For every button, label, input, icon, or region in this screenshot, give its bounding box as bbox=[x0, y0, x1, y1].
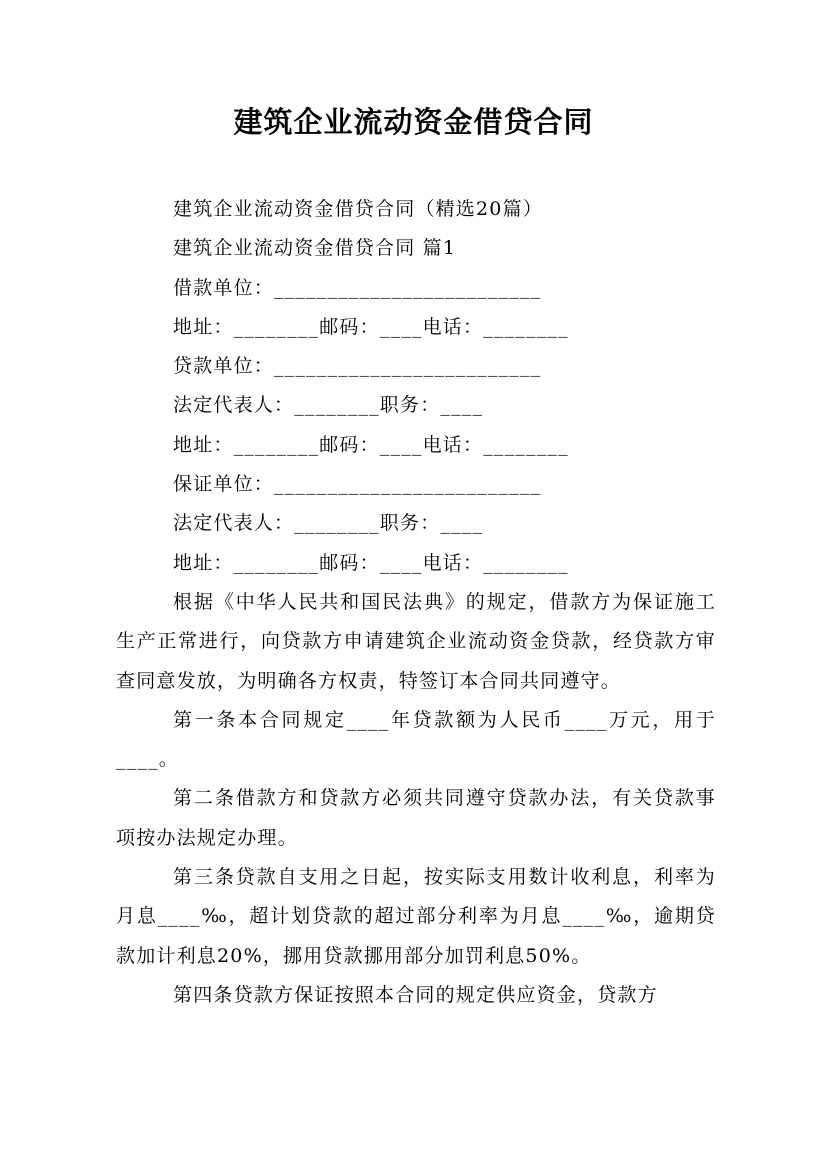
field-lender-unit: 贷款单位：_________________________ bbox=[173, 355, 542, 378]
document-title: 建筑企业流动资金借贷合同 bbox=[233, 105, 594, 139]
field-lender-representative: 法定代表人：________职务：____ bbox=[173, 394, 484, 417]
section-heading: 建筑企业流动资金借贷合同 篇1 bbox=[173, 237, 457, 260]
paragraph-article-4: 第四条贷款方保证按照本合同的规定供应资金，贷款方 bbox=[173, 983, 658, 1006]
paragraph-article-2: 第二条借款方和贷款方必须共同遵守贷款办法，有关贷款事项按办法规定办理。 bbox=[116, 787, 716, 849]
field-guarantor-representative: 法定代表人：________职务：____ bbox=[173, 512, 484, 535]
field-guarantor-address: 地址：________邮码：____电话：________ bbox=[173, 551, 569, 574]
field-lender-address: 地址：________邮码：____电话：________ bbox=[173, 433, 569, 456]
field-borrower-unit: 借款单位：_________________________ bbox=[173, 276, 542, 299]
paragraph-article-3: 第三条贷款自支用之日起，按实际支用数计收利息，利率为月息____‰，超计划贷款的超过部分利率为月息____‰，逾期贷款加计利息20%，挪用贷款挪用部分加罚利息50%。 bbox=[116, 866, 716, 967]
field-borrower-address: 地址：________邮码：____电话：________ bbox=[173, 315, 569, 338]
document-subtitle: 建筑企业流动资金借贷合同（精选20篇） bbox=[173, 198, 543, 220]
paragraph-preamble: 根据《中华人民共和国民法典》的规定，借款方为保证施工生产正常进行，向贷款方申请建筑企业流动资金贷款，经贷款方审查同意发放，为明确各方权责，特签订本合同共同遵守。 bbox=[116, 590, 716, 692]
field-guarantor-unit: 保证单位：_________________________ bbox=[173, 473, 542, 496]
paragraph-article-1: 第一条本合同规定____年贷款额为人民币____万元，用于____。 bbox=[116, 708, 716, 771]
document-body bbox=[116, 190, 716, 1015]
